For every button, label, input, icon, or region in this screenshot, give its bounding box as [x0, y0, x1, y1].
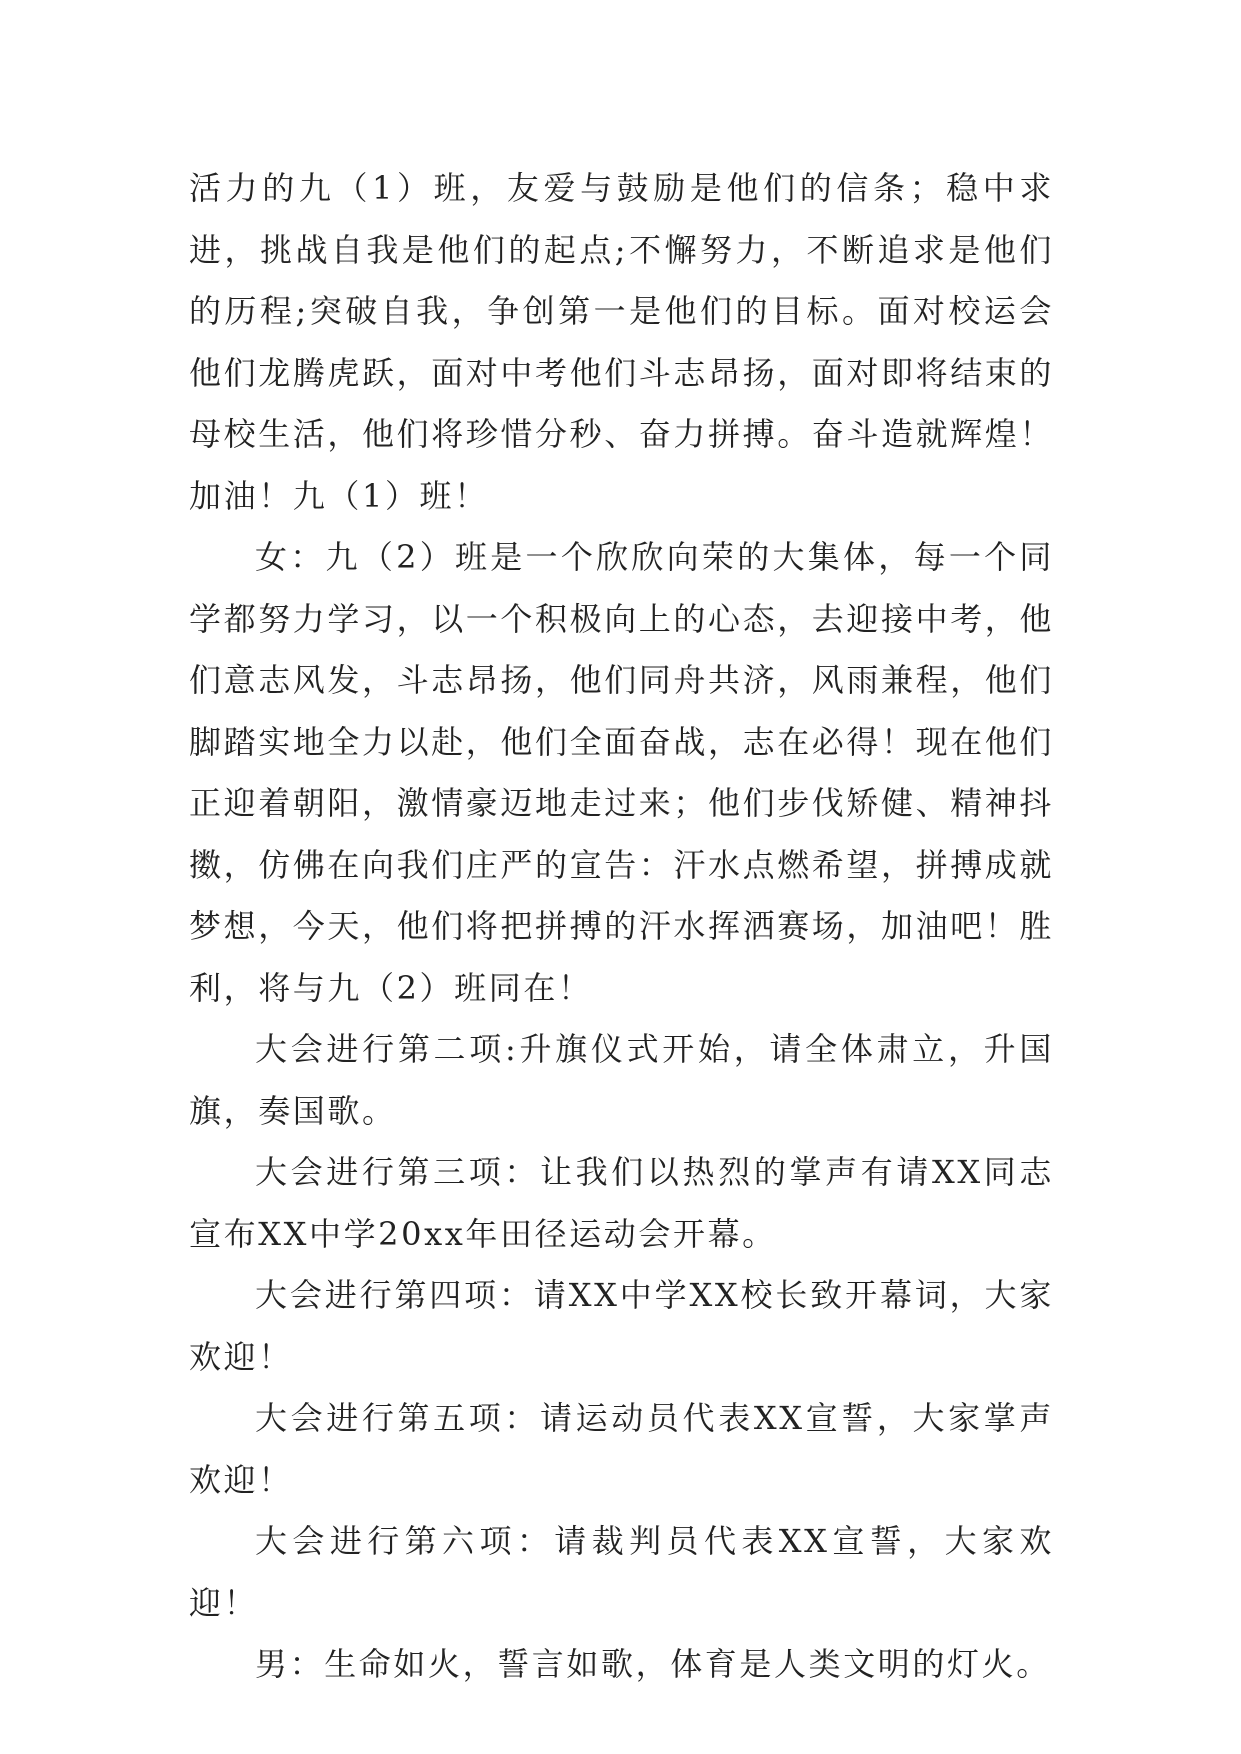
paragraph-referee-oath: 大会进行第六项：请裁判员代表XX宣誓，大家欢迎！	[189, 1522, 1054, 1622]
paragraph-athlete-oath: 大会进行第五项：请运动员代表XX宣誓，大家掌声欢迎！	[189, 1399, 1054, 1499]
paragraph-opening-announcement: 大会进行第三项：让我们以热烈的掌声有请XX同志宣布XX中学20xx年田径运动会开幕。	[189, 1153, 1054, 1253]
paragraph-class-9-2: 女：九（2）班是一个欣欣向荣的大集体，每一个同学都努力学习，以一个积极向上的心态，去迎接中考，他们意志风发，斗志昂扬，他们同舟共济，风雨兼程，他们脚踏实地全力以赴，他们全面奋战，志在必得！现在他们正迎着朝阳，激情豪迈地走过来；他们步伐矫健、精神抖擞，仿佛在向我们庄严的宣告：汗水点燃希望，拼搏成就梦想，今天，他们将把拼搏的汗水挥洒赛场，加油吧！胜利，将与九（2）班同在！	[189, 538, 1055, 1007]
paragraph-class-9-1: 活力的九（1）班，友爱与鼓励是他们的信条；稳中求进，挑战自我是他们的起点;不懈努力，不断追求是他们的历程;突破自我，争创第一是他们的目标。面对校运会他们龙腾虎跃，面对中考他们斗志昂扬，面对即将结束的母校生活，他们将珍惜分秒、奋力拼搏。奋斗造就辉煌！加油！九（1）班！	[189, 169, 1055, 515]
paragraph-closing-line: 男：生命如火，誓言如歌，体育是人类文明的灯火。	[255, 1645, 1051, 1683]
paragraph-flag-ceremony: 大会进行第二项:升旗仪式开始，请全体肃立，升国旗，奏国歌。	[189, 1030, 1054, 1130]
document-page	[189, 158, 1054, 1696]
paragraph-principal-speech: 大会进行第四项：请XX中学XX校长致开幕词，大家欢迎！	[189, 1276, 1054, 1376]
